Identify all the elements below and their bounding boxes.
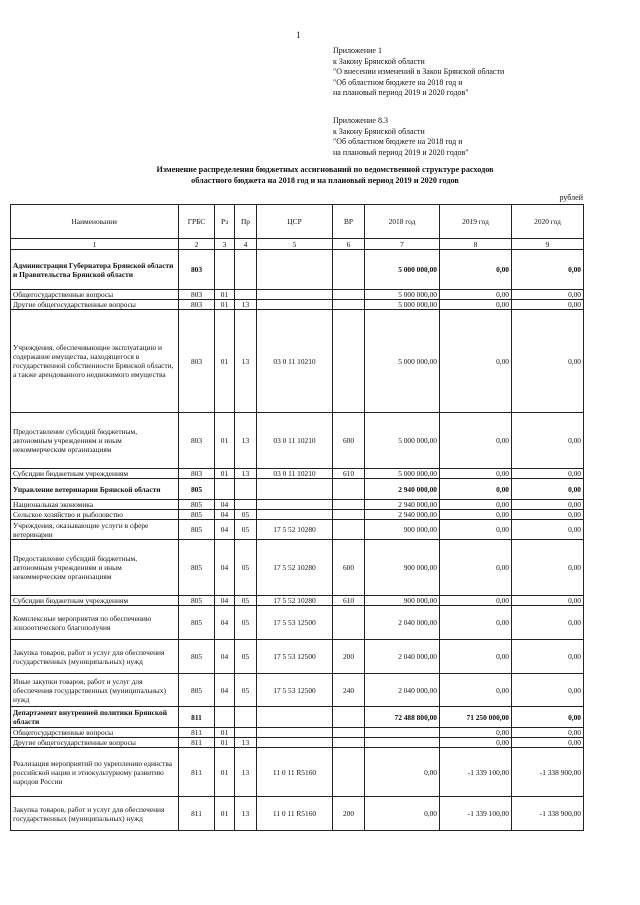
header-vr: ВР bbox=[333, 205, 365, 239]
row-2020: -1 338 900,00 bbox=[512, 797, 584, 831]
row-vr bbox=[333, 707, 365, 728]
row-grbs: 811 bbox=[179, 728, 215, 738]
row-rz: 04 bbox=[215, 510, 235, 520]
table-row bbox=[11, 300, 584, 310]
row-pr: 05 bbox=[235, 640, 257, 674]
row-2018: 5 000 000,00 bbox=[365, 250, 440, 290]
table-row bbox=[11, 310, 584, 413]
row-pr: 05 bbox=[235, 606, 257, 640]
appendix-1-line: к Закону Брянской области bbox=[333, 56, 425, 66]
appendix-1-line: "Об областном бюджете на 2018 год и bbox=[333, 77, 463, 87]
row-2018: 900 000,00 bbox=[365, 540, 440, 596]
row-grbs: 803 bbox=[179, 300, 215, 310]
col-number: 8 bbox=[440, 239, 512, 250]
row-2020: 0,00 bbox=[512, 640, 584, 674]
row-2020: 0,00 bbox=[512, 520, 584, 540]
header-csr: ЦСР bbox=[257, 205, 333, 239]
header-pr: Пр bbox=[235, 205, 257, 239]
appendix-2-line: "Об областном бюджете на 2018 год и bbox=[333, 137, 463, 146]
row-grbs: 805 bbox=[179, 674, 215, 707]
row-csr: 17 5 53 12500 bbox=[257, 606, 333, 640]
row-2020: -1 338 900,00 bbox=[512, 748, 584, 797]
row-grbs: 805 bbox=[179, 479, 215, 500]
row-pr bbox=[235, 290, 257, 300]
row-pr bbox=[235, 250, 257, 290]
row-vr bbox=[333, 738, 365, 748]
row-2018: 2 940 000,00 bbox=[365, 500, 440, 510]
row-name: Учреждения, оказывающие услуги в сфере ветеринарии bbox=[11, 520, 179, 540]
row-vr: 610 bbox=[333, 469, 365, 479]
appendix-2-line: на плановый период 2019 и 2020 годов" bbox=[333, 147, 469, 157]
row-2020: 0,00 bbox=[512, 606, 584, 640]
row-csr bbox=[257, 738, 333, 748]
row-rz bbox=[215, 479, 235, 500]
header-name: Наименование bbox=[11, 205, 179, 239]
table-row bbox=[11, 707, 584, 728]
row-rz bbox=[215, 250, 235, 290]
row-name: Национальная экономика bbox=[11, 500, 179, 510]
row-2019: 0,00 bbox=[440, 540, 512, 596]
table-row bbox=[11, 540, 584, 596]
row-vr bbox=[333, 606, 365, 640]
row-rz: 04 bbox=[215, 606, 235, 640]
row-name: Реализация мероприятий по укреплению единства российской нации и этнокультурному развитию народов России bbox=[11, 748, 179, 797]
row-name: Общегосударственные вопросы bbox=[11, 728, 179, 738]
table-row bbox=[11, 674, 584, 707]
row-csr: 17 5 52 10280 bbox=[257, 520, 333, 540]
row-2019: 0,00 bbox=[440, 520, 512, 540]
document-title bbox=[60, 164, 590, 186]
row-vr bbox=[333, 479, 365, 500]
row-2019: 0,00 bbox=[440, 606, 512, 640]
row-vr bbox=[333, 520, 365, 540]
row-2020: 0,00 bbox=[512, 540, 584, 596]
header-rz: Рз bbox=[215, 205, 235, 239]
row-2019: 0,00 bbox=[440, 728, 512, 738]
row-grbs: 805 bbox=[179, 606, 215, 640]
row-2020: 0,00 bbox=[512, 479, 584, 500]
row-2018: 900 000,00 bbox=[365, 520, 440, 540]
row-name: Другие общегосударственные вопросы bbox=[11, 738, 179, 748]
row-2018: 2 940 000,00 bbox=[365, 510, 440, 520]
row-2020: 0,00 bbox=[512, 413, 584, 469]
row-grbs: 805 bbox=[179, 500, 215, 510]
row-csr: 17 5 52 10280 bbox=[257, 540, 333, 596]
row-2019: 0,00 bbox=[440, 500, 512, 510]
row-grbs: 803 bbox=[179, 469, 215, 479]
appendix-2-line: к Закону Брянской области bbox=[333, 126, 425, 136]
row-vr: 610 bbox=[333, 596, 365, 606]
row-pr: 13 bbox=[235, 748, 257, 797]
row-2019: 0,00 bbox=[440, 738, 512, 748]
row-grbs: 803 bbox=[179, 310, 215, 413]
row-vr bbox=[333, 310, 365, 413]
row-2019: 0,00 bbox=[440, 596, 512, 606]
row-rz: 01 bbox=[215, 797, 235, 831]
row-2019: 0,00 bbox=[440, 300, 512, 310]
row-csr bbox=[257, 707, 333, 728]
row-grbs: 811 bbox=[179, 738, 215, 748]
row-2018 bbox=[365, 738, 440, 748]
row-pr bbox=[235, 500, 257, 510]
row-pr bbox=[235, 479, 257, 500]
row-2019: -1 339 100,00 bbox=[440, 797, 512, 831]
row-vr: 240 bbox=[333, 674, 365, 707]
row-2018: 5 000 000,00 bbox=[365, 290, 440, 300]
row-pr bbox=[235, 707, 257, 728]
row-2018: 5 000 000,00 bbox=[365, 310, 440, 413]
row-2018: 5 000 000,00 bbox=[365, 413, 440, 469]
row-2019: 0,00 bbox=[440, 310, 512, 413]
row-2019: 0,00 bbox=[440, 250, 512, 290]
row-name: Управление ветеринарии Брянской области bbox=[11, 479, 179, 500]
row-csr: 11 0 11 R5160 bbox=[257, 797, 333, 831]
row-name: Предоставление субсидий бюджетным, автономным учреждениям и иным некоммерческим организациям bbox=[11, 413, 179, 469]
row-2020: 0,00 bbox=[512, 290, 584, 300]
row-2018: 2 940 000,00 bbox=[365, 479, 440, 500]
row-rz: 04 bbox=[215, 640, 235, 674]
row-name: Закупка товаров, работ и услуг для обеспечения государственных (муниципальных) нужд bbox=[11, 640, 179, 674]
row-rz: 01 bbox=[215, 748, 235, 797]
row-vr: 600 bbox=[333, 413, 365, 469]
row-rz: 01 bbox=[215, 310, 235, 413]
row-rz: 01 bbox=[215, 300, 235, 310]
row-vr bbox=[333, 728, 365, 738]
row-csr: 17 5 53 12500 bbox=[257, 640, 333, 674]
row-vr bbox=[333, 748, 365, 797]
row-vr bbox=[333, 250, 365, 290]
row-rz: 04 bbox=[215, 520, 235, 540]
row-csr: 17 5 52 10280 bbox=[257, 596, 333, 606]
row-grbs: 811 bbox=[179, 797, 215, 831]
appendix-1-line: Приложение 1 bbox=[333, 46, 382, 55]
row-2020: 0,00 bbox=[512, 250, 584, 290]
row-pr: 05 bbox=[235, 510, 257, 520]
row-2018: 0,00 bbox=[365, 748, 440, 797]
row-csr: 17 5 53 12500 bbox=[257, 674, 333, 707]
row-grbs: 803 bbox=[179, 250, 215, 290]
appendix-1-header bbox=[333, 46, 504, 99]
table-row bbox=[11, 500, 584, 510]
row-pr: 13 bbox=[235, 310, 257, 413]
row-name: Предоставление субсидий бюджетным, автономным учреждениям и иным некоммерческим организациям bbox=[11, 540, 179, 596]
row-2019: 71 250 000,00 bbox=[440, 707, 512, 728]
appendix-2-line: Приложение 8.3 bbox=[333, 116, 388, 125]
row-csr: 03 0 11 10210 bbox=[257, 310, 333, 413]
row-rz: 01 bbox=[215, 738, 235, 748]
table-row bbox=[11, 748, 584, 797]
header-grbs: ГРБС bbox=[179, 205, 215, 239]
row-2019: 0,00 bbox=[440, 479, 512, 500]
row-2018: 2 040 000,00 bbox=[365, 606, 440, 640]
header-2020: 2020 год bbox=[512, 205, 584, 239]
row-rz: 04 bbox=[215, 500, 235, 510]
row-2020: 0,00 bbox=[512, 674, 584, 707]
row-2019: 0,00 bbox=[440, 640, 512, 674]
row-grbs: 805 bbox=[179, 510, 215, 520]
row-csr: 03 0 11 10210 bbox=[257, 469, 333, 479]
row-pr: 13 bbox=[235, 738, 257, 748]
table-row bbox=[11, 290, 584, 300]
row-name: Закупка товаров, работ и услуг для обеспечения государственных (муниципальных) нужд bbox=[11, 797, 179, 831]
row-2018: 5 000 000,00 bbox=[365, 300, 440, 310]
row-2020: 0,00 bbox=[512, 300, 584, 310]
table-row bbox=[11, 479, 584, 500]
row-2019: 0,00 bbox=[440, 413, 512, 469]
row-csr bbox=[257, 510, 333, 520]
table-row bbox=[11, 606, 584, 640]
row-rz: 01 bbox=[215, 413, 235, 469]
units-label: рублей bbox=[559, 193, 583, 202]
row-2018: 72 488 800,00 bbox=[365, 707, 440, 728]
row-csr bbox=[257, 479, 333, 500]
row-grbs: 805 bbox=[179, 596, 215, 606]
row-2018: 2 040 000,00 bbox=[365, 674, 440, 707]
header-row bbox=[11, 205, 584, 239]
row-name: Другие общегосударственные вопросы bbox=[11, 300, 179, 310]
row-vr bbox=[333, 500, 365, 510]
title-line-1: Изменение распределения бюджетных ассигнований по ведомственной структуре расходов bbox=[156, 165, 494, 174]
row-2018 bbox=[365, 728, 440, 738]
row-csr: 11 0 11 R5160 bbox=[257, 748, 333, 797]
row-csr: 03 0 11 10210 bbox=[257, 413, 333, 469]
row-rz: 01 bbox=[215, 469, 235, 479]
row-rz: 01 bbox=[215, 728, 235, 738]
title-line-2: областного бюджета на 2018 год и на плановый период 2019 и 2020 годов bbox=[191, 176, 459, 185]
row-name: Учреждения, обеспечивающие эксплуатацию и содержание имущества, находящегося в государственной собственности Брянской области, а также арендованного недвижимого имущества bbox=[11, 310, 179, 413]
col-number: 7 bbox=[365, 239, 440, 250]
row-2018: 5 000 000,00 bbox=[365, 469, 440, 479]
row-csr bbox=[257, 500, 333, 510]
table-row bbox=[11, 520, 584, 540]
row-grbs: 805 bbox=[179, 540, 215, 596]
row-vr: 600 bbox=[333, 540, 365, 596]
row-pr: 05 bbox=[235, 520, 257, 540]
row-rz bbox=[215, 707, 235, 728]
col-number: 3 bbox=[215, 239, 235, 250]
row-vr: 200 bbox=[333, 640, 365, 674]
row-rz: 04 bbox=[215, 540, 235, 596]
col-number: 5 bbox=[257, 239, 333, 250]
row-2020: 0,00 bbox=[512, 707, 584, 728]
table-row bbox=[11, 413, 584, 469]
budget-table bbox=[10, 204, 584, 831]
row-pr: 13 bbox=[235, 469, 257, 479]
row-pr: 13 bbox=[235, 413, 257, 469]
row-csr bbox=[257, 290, 333, 300]
row-vr bbox=[333, 290, 365, 300]
row-grbs: 803 bbox=[179, 413, 215, 469]
row-2019: -1 339 100,00 bbox=[440, 748, 512, 797]
row-2019: 0,00 bbox=[440, 290, 512, 300]
col-number: 1 bbox=[11, 239, 179, 250]
col-number: 2 bbox=[179, 239, 215, 250]
table-row bbox=[11, 250, 584, 290]
row-2018: 900 000,00 bbox=[365, 596, 440, 606]
table-row bbox=[11, 738, 584, 748]
header-2018: 2018 год bbox=[365, 205, 440, 239]
appendix-8-3-header bbox=[333, 116, 469, 158]
col-number: 4 bbox=[235, 239, 257, 250]
row-name: Общегосударственные вопросы bbox=[11, 290, 179, 300]
row-csr bbox=[257, 300, 333, 310]
row-2020: 0,00 bbox=[512, 469, 584, 479]
row-pr: 05 bbox=[235, 674, 257, 707]
row-vr: 200 bbox=[333, 797, 365, 831]
column-number-row bbox=[11, 239, 584, 250]
row-csr bbox=[257, 250, 333, 290]
appendix-1-line: на плановый период 2019 и 2020 годов" bbox=[333, 88, 469, 97]
row-grbs: 805 bbox=[179, 520, 215, 540]
page-number: 1 bbox=[296, 30, 301, 40]
row-grbs: 803 bbox=[179, 290, 215, 300]
appendix-1-line: "О внесении изменений в Закон Брянской области bbox=[333, 67, 505, 76]
row-2019: 0,00 bbox=[440, 469, 512, 479]
table-row bbox=[11, 469, 584, 479]
row-2020: 0,00 bbox=[512, 596, 584, 606]
row-pr bbox=[235, 728, 257, 738]
row-name: Иные закупки товаров, работ и услуг для обеспечения государственных (муниципальных) нужд bbox=[11, 674, 179, 707]
row-2020: 0,00 bbox=[512, 510, 584, 520]
table-row bbox=[11, 640, 584, 674]
row-grbs: 811 bbox=[179, 748, 215, 797]
row-rz: 04 bbox=[215, 596, 235, 606]
header-2019: 2019 год bbox=[440, 205, 512, 239]
row-vr bbox=[333, 300, 365, 310]
row-pr: 13 bbox=[235, 300, 257, 310]
row-2020: 0,00 bbox=[512, 310, 584, 413]
col-number: 9 bbox=[512, 239, 584, 250]
row-name: Сельское хозяйство и рыболовство bbox=[11, 510, 179, 520]
row-csr bbox=[257, 728, 333, 738]
row-name: Субсидии бюджетным учреждениям bbox=[11, 469, 179, 479]
row-name: Департамент внутренней политики Брянской области bbox=[11, 707, 179, 728]
row-pr: 05 bbox=[235, 540, 257, 596]
row-2018: 0,00 bbox=[365, 797, 440, 831]
row-rz: 01 bbox=[215, 290, 235, 300]
row-pr: 13 bbox=[235, 797, 257, 831]
row-name: Администрация Губернатора Брянской области и Правительства Брянской области bbox=[11, 250, 179, 290]
row-2019: 0,00 bbox=[440, 674, 512, 707]
row-2018: 2 040 000,00 bbox=[365, 640, 440, 674]
row-name: Комплексные мероприятия по обеспечению эпизоотического благополучия bbox=[11, 606, 179, 640]
row-2020: 0,00 bbox=[512, 738, 584, 748]
row-name: Субсидии бюджетным учреждениям bbox=[11, 596, 179, 606]
row-rz: 04 bbox=[215, 674, 235, 707]
row-grbs: 811 bbox=[179, 707, 215, 728]
row-2019: 0,00 bbox=[440, 510, 512, 520]
row-pr: 05 bbox=[235, 596, 257, 606]
col-number: 6 bbox=[333, 239, 365, 250]
table-row bbox=[11, 510, 584, 520]
table-row bbox=[11, 728, 584, 738]
row-2020: 0,00 bbox=[512, 728, 584, 738]
table-row bbox=[11, 797, 584, 831]
table-row bbox=[11, 596, 584, 606]
row-vr bbox=[333, 510, 365, 520]
row-grbs: 805 bbox=[179, 640, 215, 674]
row-2020: 0,00 bbox=[512, 500, 584, 510]
